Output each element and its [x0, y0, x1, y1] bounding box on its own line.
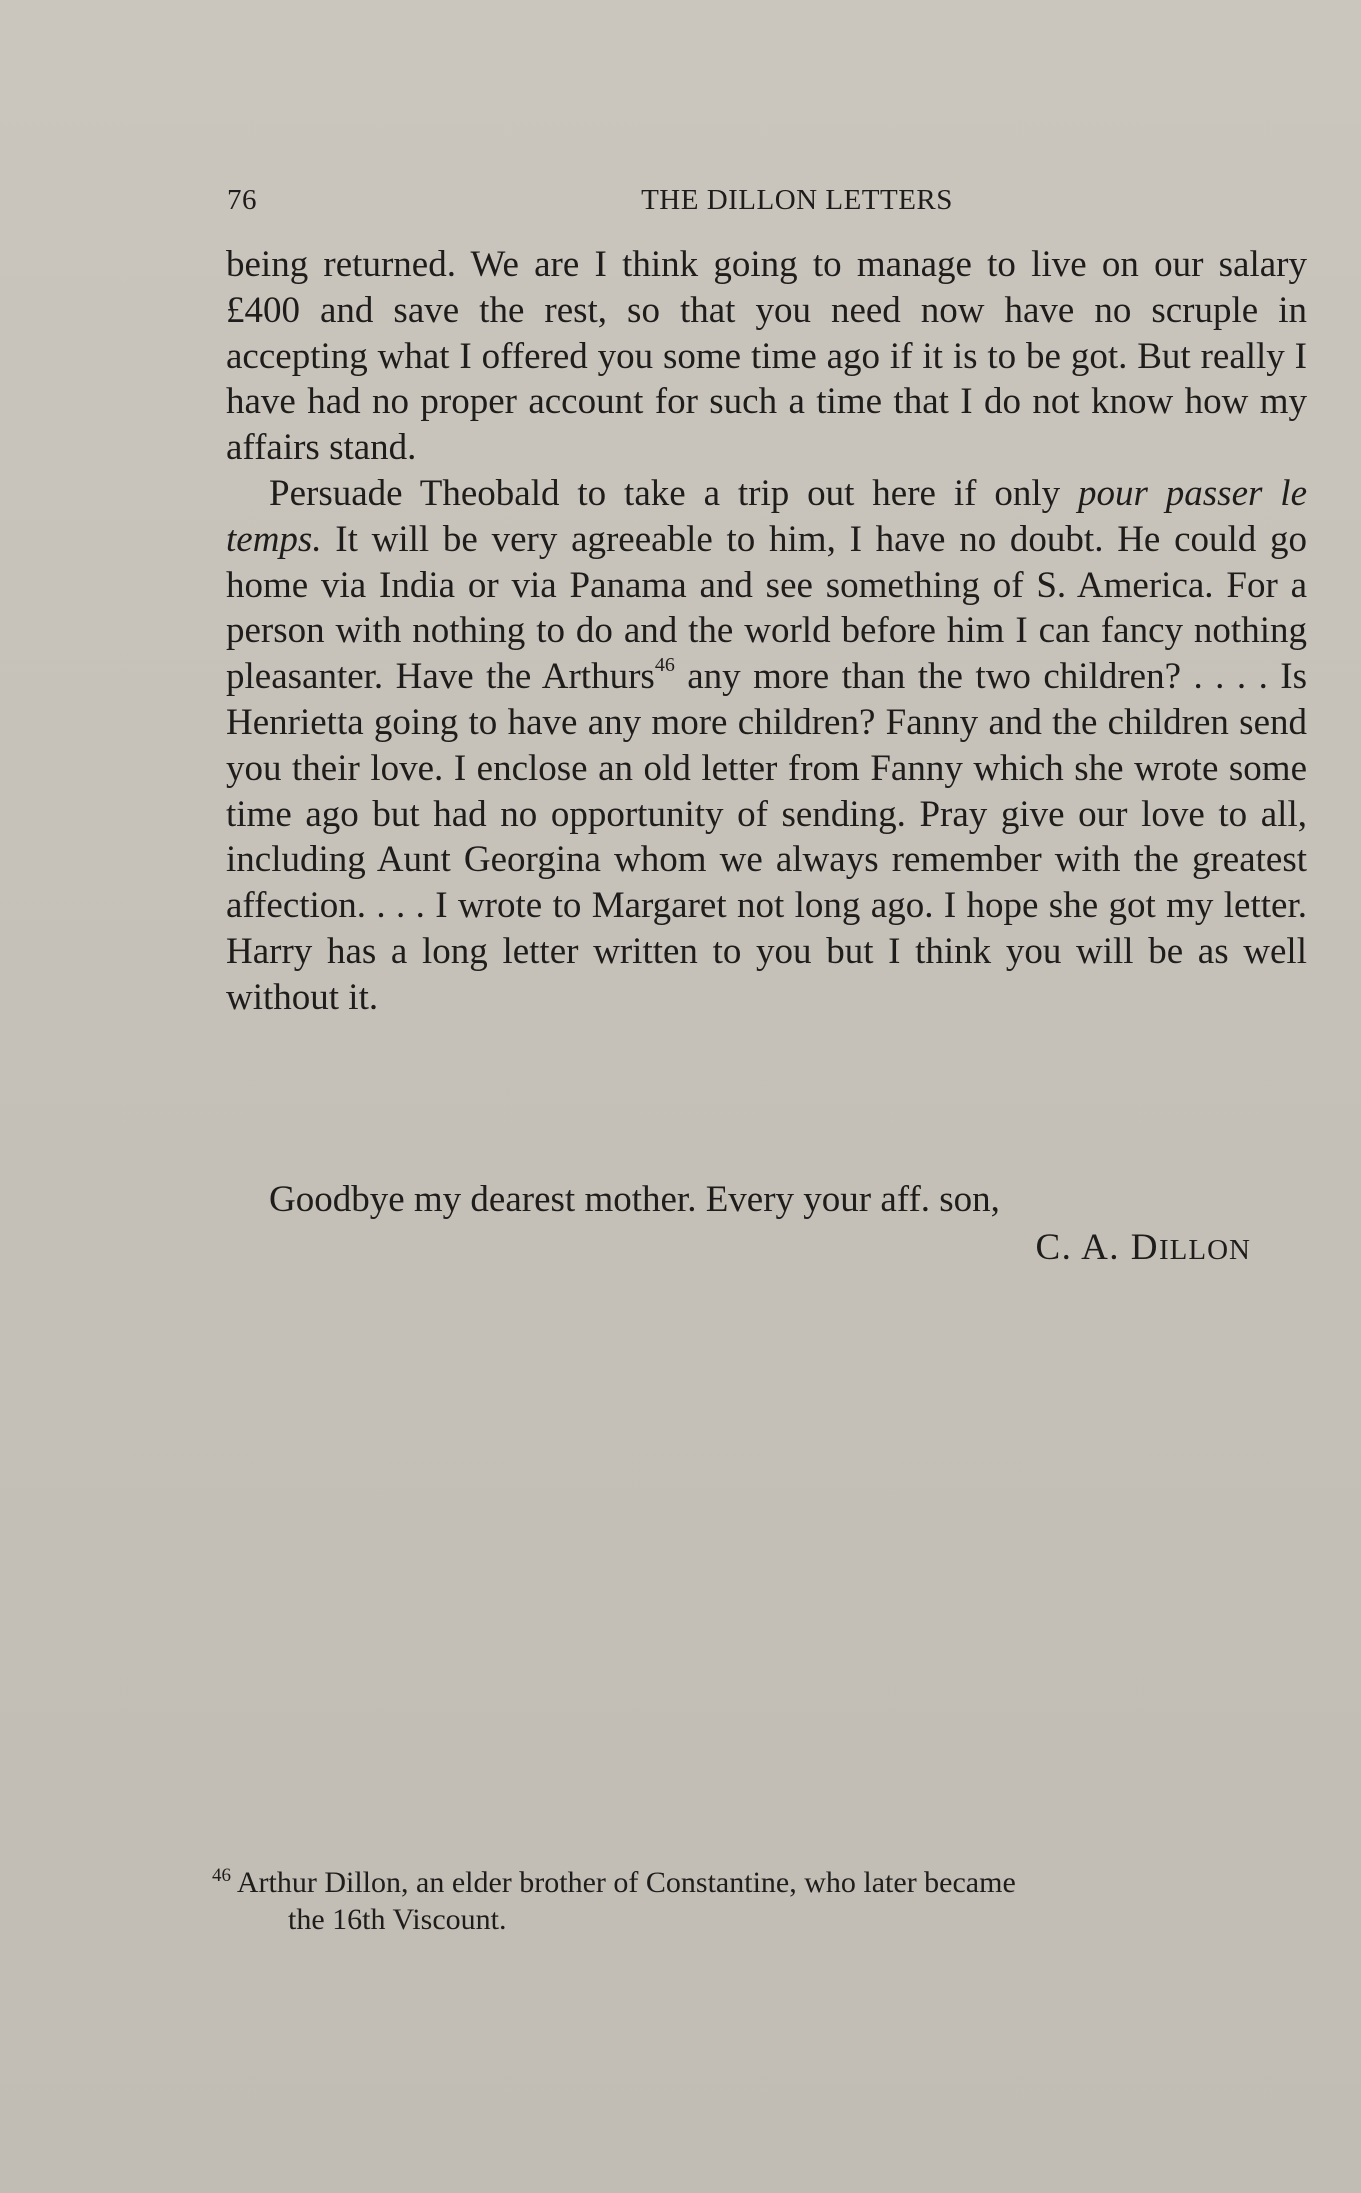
footnote-number: 46 — [212, 1865, 231, 1886]
signature-initials: C. A. D — [1035, 1227, 1160, 1268]
paragraph-2-italic: pour passer le temps. — [226, 472, 1307, 560]
signature — [226, 1224, 1307, 1274]
page-number: 76 — [227, 184, 257, 216]
signature-smallcaps: ILLON — [1159, 1234, 1251, 1266]
paragraph-2-end: any more than the two children? . . . . Is Henrietta going to have any more children? Fanny and the children send you their love. I enclose an old letter from Fanny which she wrote some time ago but had no opportunity of sending. Pray give our love to all, including Aunt Georgina whom we always remember with the greatest affection. . . . I wrote to Margaret not long ago. I hope she got my letter. Harry has a long letter written to you but I think you will be as well without it. — [226, 656, 1308, 1018]
letter-body — [226, 242, 1307, 1021]
footnote-reference: 46 — [654, 654, 675, 677]
paragraph-2 — [226, 471, 1307, 1021]
footnote-text-1: Arthur Dillon, an elder brother of Constantine, who later became — [236, 1866, 1016, 1899]
running-title: THE DILLON LETTERS — [641, 184, 953, 216]
closing-line: Goodbye my dearest mother. Every your aff. son, — [269, 1179, 1000, 1220]
paragraph-2-mid: It will be very agreeable to him, I have no doubt. He could go home via India or via Panama and see something of S. America. For a person with nothing to do and the world before him I can fancy nothing pleasanter. Have the Arthurs — [226, 518, 1307, 698]
letter-closing — [226, 1176, 1307, 1274]
footnote — [212, 1864, 1297, 1938]
page-header — [227, 184, 1307, 224]
paragraph-1: being returned. We are I think going to manage to live on our salary £400 and save the rest, so that you need now have no scruple in accepting what I offered you some time ago if it is to be got. But really I have had no proper account for such a time that I do not know how my affairs stand. — [226, 244, 1307, 469]
footnote-line-2: the 16th Viscount. — [288, 1903, 507, 1936]
paragraph-2-start: Persuade Theobald to take a trip out here if only — [269, 472, 1078, 514]
footnote-line-1 — [212, 1864, 1297, 1901]
